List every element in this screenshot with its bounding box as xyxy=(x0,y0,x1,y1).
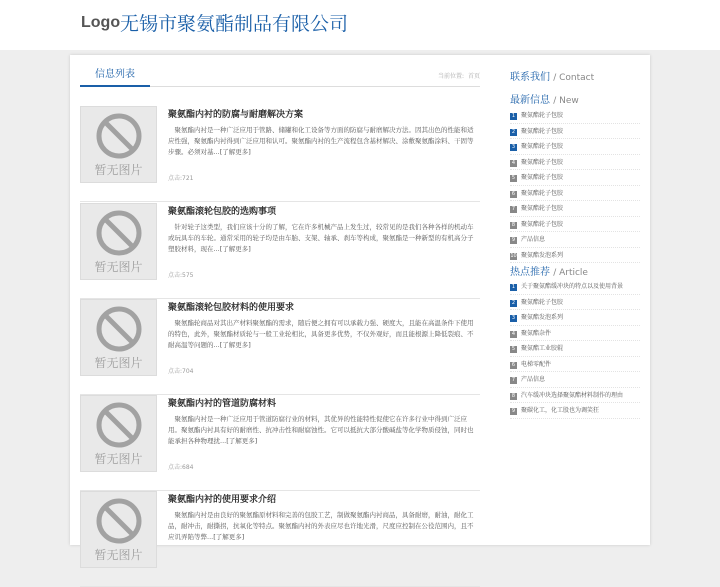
rank-number-badge: 9 xyxy=(511,408,516,414)
article-click-count: 点击:684 xyxy=(168,464,194,471)
rank-number-badge: 1 xyxy=(511,284,516,290)
sidebar xyxy=(510,55,640,545)
hot-list-item[interactable] xyxy=(510,295,640,311)
news-item-label: 聚氨酯轮子包胶 xyxy=(521,205,564,212)
hot-item-label: 聚氨酯发泡系列 xyxy=(521,314,564,321)
hot-list-item[interactable] xyxy=(510,279,640,295)
hot-item-label: 电梯零配件 xyxy=(521,360,552,368)
hot-heading-sub: / Article xyxy=(553,268,588,278)
news-item-label: 聚氨酯发泡系列 xyxy=(521,251,564,259)
news-heading-sub: / New xyxy=(553,96,579,106)
news-item-label: 聚氨酯轮子包胶 xyxy=(521,143,564,150)
breadcrumb-home-link[interactable]: 首页 xyxy=(467,73,480,80)
news-list-item[interactable] xyxy=(510,155,640,171)
rank-number-badge: 7 xyxy=(511,377,516,383)
rank-number-badge: 6 xyxy=(511,361,516,368)
news-item-label: 聚氨酯轮子包胶 xyxy=(521,112,564,119)
no-image-icon xyxy=(94,208,144,258)
news-list-item[interactable] xyxy=(510,248,640,264)
breadcrumb xyxy=(434,71,480,80)
news-item-label: 聚氨酯轮子包胶 xyxy=(521,189,564,197)
news-list-item[interactable] xyxy=(510,124,640,140)
hot-item-label: 聚氨酯工业胶辊 xyxy=(521,345,564,352)
news-heading-title: 最新信息 xyxy=(510,95,550,106)
news-list-item[interactable] xyxy=(510,201,640,217)
no-image-icon xyxy=(94,400,144,450)
article-summary: 聚氨酯内衬是由良好的聚氨酯原材料和完善的包胶工艺，制做聚氨酯内衬商品，具备耐磨，耐油，耐化工品，耐冲击，耐撕拐，抗氧化等特点。聚氨酯内衬的外表应尽也许地光滑，尺度应控制在公役范围内，且不应讥弄陷等弊...[了解更多] xyxy=(168,511,474,541)
article-thumbnail[interactable] xyxy=(80,106,157,183)
no-image-text: 暂无图片 xyxy=(94,163,143,177)
hot-list xyxy=(510,279,640,419)
breadcrumb-label: 当前位置: xyxy=(437,73,464,80)
article-title[interactable]: 聚氨酯滚轮包胶材料的使用要求 xyxy=(168,303,295,313)
news-list xyxy=(510,108,640,263)
news-list-item[interactable] xyxy=(510,139,640,155)
rank-number-badge: 6 xyxy=(511,190,516,197)
news-item-label: 产品信息 xyxy=(521,236,546,243)
rank-number-badge: 3 xyxy=(511,144,516,150)
article-title[interactable]: 聚氨酯内衬的管道防腐材料 xyxy=(168,399,277,409)
rank-number-badge: 8 xyxy=(511,221,516,228)
no-image-text: 暂无图片 xyxy=(94,260,143,274)
news-item-label: 聚氨酯轮子包胶 xyxy=(521,158,564,166)
rank-number-badge: 7 xyxy=(511,206,516,212)
rank-number-badge: 2 xyxy=(511,299,516,306)
hot-list-item[interactable] xyxy=(510,403,640,419)
rank-number-badge: 8 xyxy=(511,392,516,399)
no-image-icon xyxy=(94,111,144,161)
article-item xyxy=(80,106,480,202)
hot-heading-title: 热点推荐 xyxy=(510,267,550,278)
main-column xyxy=(80,55,480,562)
article-thumbnail[interactable] xyxy=(80,395,157,472)
no-image-text: 暂无图片 xyxy=(94,452,143,466)
article-summary: 聚氨酯内衬是一种广泛应用于管路、储罐和化工设备等方面的防腐与耐磨解决方法。因其出色的性能和适应性强，聚氨酯内衬得到广泛应用和认可。聚氨酯内衬的生产流程包含基材解决、涂敷聚氨酯涂料、干固等步骤。必须对基...[了解更多] xyxy=(168,126,474,156)
rank-number-badge: 10 xyxy=(510,252,517,259)
article-item xyxy=(80,491,480,587)
hot-list-item[interactable] xyxy=(510,341,640,357)
article-item xyxy=(80,203,480,299)
hot-item-label: 聚碳化工，化工股也为调笑狂 xyxy=(521,407,600,414)
news-list-item[interactable] xyxy=(510,186,640,202)
site-header xyxy=(0,0,720,50)
contact-heading[interactable] xyxy=(510,68,640,83)
no-image-icon xyxy=(94,496,144,546)
rank-number-badge: 4 xyxy=(511,330,516,337)
contact-heading-title: 联系我们 xyxy=(510,72,550,83)
rank-number-badge: 4 xyxy=(511,159,516,166)
news-list-item[interactable] xyxy=(510,170,640,186)
article-title[interactable]: 聚氨酯内衬的使用要求介绍 xyxy=(168,495,277,505)
news-list-item[interactable] xyxy=(510,108,640,124)
site-title[interactable]: 无锡市聚氨酯制品有限公司 xyxy=(120,13,349,35)
news-item-label: 聚氨酯轮子包胶 xyxy=(521,174,564,181)
news-list-item[interactable] xyxy=(510,217,640,233)
news-heading xyxy=(510,91,640,106)
logo[interactable]: Logo xyxy=(81,14,121,31)
article-summary: 针对轮子这类型，我们应该十分的了解，它在许多机械产品上发生过，较常见的是我们各种各样的机动车或玩具车的车轮。通常采用的轮子均是由车胎、支架、轴承、刹车等构成，聚氨酯是一种新型的有机高分子塑胶材料，现在...[了解更多] xyxy=(168,223,474,253)
hot-list-item[interactable] xyxy=(510,310,640,326)
rank-number-badge: 5 xyxy=(511,346,516,352)
hot-item-label: 关于聚氨酯缓冲块的特点以及使用背景 xyxy=(521,283,624,290)
hot-item-label: 聚氨酯轮子包胶 xyxy=(521,298,564,306)
rank-number-badge: 5 xyxy=(511,175,516,181)
tab-info-list[interactable]: 信息列表 xyxy=(80,67,150,87)
hot-list-item[interactable] xyxy=(510,326,640,342)
contact-heading-sub: / Contact xyxy=(553,73,595,83)
article-thumbnail[interactable] xyxy=(80,203,157,280)
no-image-text: 暂无图片 xyxy=(94,548,143,562)
tab-bar xyxy=(80,67,480,87)
rank-number-badge: 9 xyxy=(511,237,516,243)
article-summary: 聚氨酯轮商品对其出产材料聚氨酯的需求，随后便之拥有可以承载力强、硬度大，且能在高温条件下使用的特色，此外，聚氨酯材质轮与一般工业轮相比，具备更多优势，不仅外观好，而且能根源上降低裂痕、不耐高温等问题的...[了解更多] xyxy=(168,319,474,349)
rank-number-badge: 1 xyxy=(511,113,516,119)
no-image-icon xyxy=(94,304,144,354)
article-summary: 聚氨酯内衬是一种广泛应用于管道防腐行业的材料，其优异的性能特性促使它在许多行业中得到广泛应用。聚氨酯内衬具有好的耐磨性、抗冲击性和耐腐蚀性。它可以抵抗大部分酸碱盐等化学物质侵蚀，同时也能承担各种物理扰...[了解更多] xyxy=(168,415,474,445)
hot-item-label: 聚氨酯杂件 xyxy=(521,329,552,337)
hot-list-item[interactable] xyxy=(510,372,640,388)
hot-heading xyxy=(510,263,640,278)
no-image-text: 暂无图片 xyxy=(94,356,143,370)
article-item xyxy=(80,299,480,395)
rank-number-badge: 3 xyxy=(511,315,516,321)
article-item xyxy=(80,395,480,491)
article-click-count: 点击:704 xyxy=(168,368,194,375)
article-title[interactable]: 聚氨酯滚轮包胶的选购事项 xyxy=(168,207,277,217)
news-item-label: 聚氨酯轮子包胶 xyxy=(521,127,564,135)
hot-list-item[interactable] xyxy=(510,388,640,404)
article-title[interactable]: 聚氨酯内衬的防腐与耐磨解决方案 xyxy=(168,110,304,120)
news-item-label: 聚氨酯轮子包胶 xyxy=(521,220,564,228)
article-thumbnail[interactable] xyxy=(80,491,157,568)
news-list-item[interactable] xyxy=(510,232,640,248)
article-click-count: 点击:575 xyxy=(168,272,194,279)
hot-item-label: 产品信息 xyxy=(521,376,546,383)
hot-list-item[interactable] xyxy=(510,357,640,373)
article-thumbnail[interactable] xyxy=(80,299,157,376)
content-container xyxy=(70,55,650,562)
rank-number-badge: 2 xyxy=(511,128,516,135)
hot-item-label: 汽车缓冲块选择聚氨酯材料制作的理由 xyxy=(521,391,624,399)
article-click-count: 点击:721 xyxy=(168,175,194,182)
